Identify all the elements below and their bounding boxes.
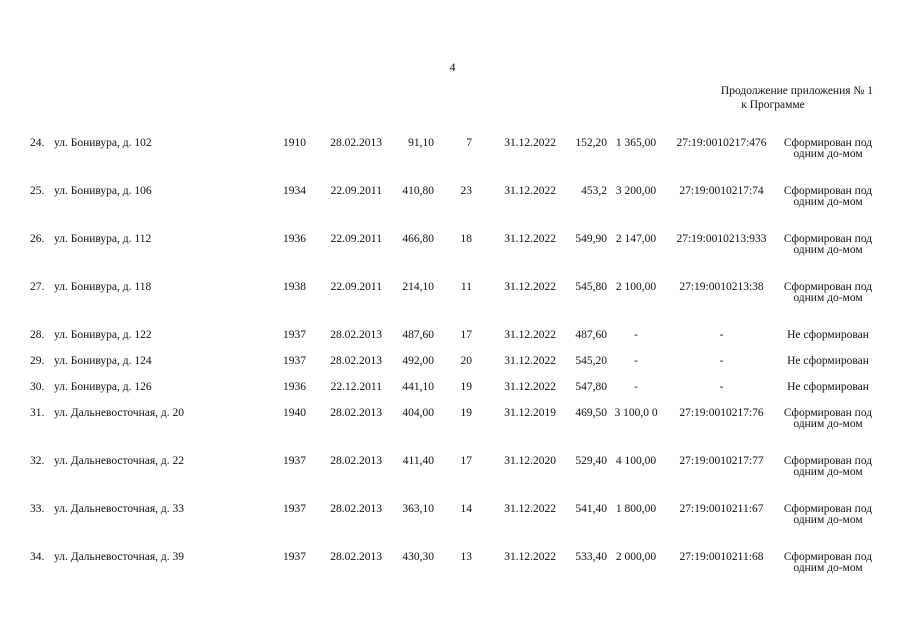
- resettlement-deadline-cell: 31.12.2022: [504, 137, 556, 149]
- emergency-area-cell: 404,00: [402, 407, 434, 419]
- land-status-cell: Сформирован под одним до-мом: [783, 551, 873, 574]
- land-status-cell: Сформирован под одним до-мом: [783, 407, 873, 430]
- address-cell: ул. Бонивура, д. 112: [54, 233, 152, 245]
- land-status-cell: Сформирован под одним до-мом: [783, 281, 873, 304]
- address-cell: ул. Дальневосточная, д. 39: [54, 551, 185, 563]
- row-number: 30.: [30, 381, 45, 393]
- total-area-cell: 487,60: [575, 329, 607, 341]
- land-area-cell: 2 000,00: [615, 551, 657, 563]
- build-year-cell: 1910: [283, 137, 306, 149]
- resettlement-deadline-cell: 31.12.2022: [504, 281, 556, 293]
- recognition-date-cell: 28.02.2013: [330, 503, 382, 515]
- recognition-date-cell: 22.12.2011: [330, 381, 382, 393]
- land-area-cell: 2 100,00: [615, 281, 657, 293]
- land-area-cell: -: [634, 355, 638, 367]
- cadastral-number-cell: 27:19:0010217:76: [679, 407, 764, 419]
- cadastral-number-cell: 27:19:0010211:68: [679, 551, 764, 563]
- recognition-date-cell: 28.02.2013: [330, 455, 382, 467]
- table-row: [26, 328, 878, 354]
- table-row: [26, 406, 878, 454]
- address-cell: ул. Бонивура, д. 106: [54, 185, 152, 197]
- land-status-cell: Сформирован под одним до-мом: [783, 233, 873, 256]
- residents-count-cell: 23: [460, 185, 472, 197]
- recognition-date-cell: 28.02.2013: [330, 355, 382, 367]
- land-area-cell: 4 100,00: [615, 455, 657, 467]
- land-status-cell: Сформирован под одним до-мом: [783, 137, 873, 160]
- table-row: [26, 354, 878, 380]
- resettlement-deadline-cell: 31.12.2022: [504, 381, 556, 393]
- continuation-line-2: к Программе: [741, 99, 805, 111]
- land-status-cell: Сформирован под одним до-мом: [783, 503, 873, 526]
- build-year-cell: 1938: [283, 281, 306, 293]
- land-area-cell: 3 200,00: [615, 185, 657, 197]
- address-cell: ул. Дальневосточная, д. 33: [54, 503, 185, 515]
- cadastral-number-cell: -: [719, 381, 724, 393]
- row-number: 31.: [30, 407, 45, 419]
- recognition-date-cell: 28.02.2013: [330, 551, 382, 563]
- row-number: 32.: [30, 455, 45, 467]
- total-area-cell: 549,90: [575, 233, 607, 245]
- cadastral-number-cell: 27:19:0010217:77: [679, 455, 764, 467]
- resettlement-deadline-cell: 31.12.2022: [504, 551, 556, 563]
- residents-count-cell: 11: [460, 281, 472, 293]
- land-area-cell: -: [634, 381, 638, 393]
- total-area-cell: 541,40: [575, 503, 607, 515]
- row-number: 26.: [30, 233, 45, 245]
- residents-count-cell: 13: [460, 551, 472, 563]
- build-year-cell: 1934: [283, 185, 306, 197]
- page-number: 4: [449, 60, 456, 74]
- emergency-area-cell: 91,10: [408, 137, 434, 149]
- recognition-date-cell: 28.02.2013: [330, 329, 382, 341]
- row-number: 25.: [30, 185, 45, 197]
- land-area-cell: 2 147,00: [615, 233, 657, 245]
- resettlement-deadline-cell: 31.12.2022: [504, 233, 556, 245]
- build-year-cell: 1940: [283, 407, 306, 419]
- recognition-date-cell: 28.02.2013: [330, 137, 382, 149]
- resettlement-deadline-cell: 31.12.2022: [504, 329, 556, 341]
- row-number: 24.: [30, 137, 45, 149]
- cadastral-number-cell: 27:19:0010217:476: [676, 137, 767, 149]
- build-year-cell: 1936: [283, 233, 306, 245]
- resettlement-deadline-cell: 31.12.2020: [504, 455, 556, 467]
- row-number: 28.: [30, 329, 45, 341]
- cadastral-number-cell: 27:19:0010211:67: [679, 503, 764, 515]
- emergency-area-cell: 214,10: [402, 281, 434, 293]
- land-area-cell: 1 800,00: [615, 503, 657, 515]
- resettlement-deadline-cell: 31.12.2022: [504, 355, 556, 367]
- table-row: [26, 184, 878, 232]
- land-area-cell: 3 100,0 0: [614, 407, 658, 419]
- build-year-cell: 1936: [283, 381, 306, 393]
- total-area-cell: 533,40: [575, 551, 607, 563]
- build-year-cell: 1937: [283, 355, 306, 367]
- table-row: [26, 454, 878, 502]
- land-status-cell: Сформирован под одним до-мом: [783, 455, 873, 478]
- emergency-area-cell: 492,00: [402, 355, 434, 367]
- total-area-cell: 469,50: [575, 407, 607, 419]
- total-area-cell: 545,80: [575, 281, 607, 293]
- emergency-area-cell: 430,30: [402, 551, 434, 563]
- residents-count-cell: 17: [460, 329, 472, 341]
- row-number: 27.: [30, 281, 45, 293]
- housing-registry-table: [26, 136, 878, 598]
- land-status-cell: Не сформирован: [787, 381, 869, 393]
- row-number: 33.: [30, 503, 45, 515]
- address-cell: ул. Бонивура, д. 122: [54, 329, 152, 341]
- build-year-cell: 1937: [283, 503, 306, 515]
- cadastral-number-cell: 27:19:0010213:38: [679, 281, 764, 293]
- table-row: [26, 280, 878, 328]
- cadastral-number-cell: 27:19:0010217:74: [679, 185, 764, 197]
- total-area-cell: 453,2: [581, 185, 607, 197]
- emergency-area-cell: 466,80: [402, 233, 434, 245]
- address-cell: ул. Бонивура, д. 126: [54, 381, 152, 393]
- land-area-cell: 1 365,00: [615, 137, 657, 149]
- residents-count-cell: 19: [460, 381, 472, 393]
- emergency-area-cell: 363,10: [402, 503, 434, 515]
- row-number: 34.: [30, 551, 45, 563]
- table-row: [26, 380, 878, 406]
- total-area-cell: 547,80: [575, 381, 607, 393]
- land-status-cell: Сформирован под одним до-мом: [783, 185, 873, 208]
- total-area-cell: 545,20: [575, 355, 607, 367]
- land-status-cell: Не сформирован: [787, 329, 869, 341]
- continuation-line-1: Продолжение приложения № 1: [720, 85, 873, 97]
- emergency-area-cell: 410,80: [402, 185, 434, 197]
- table-row: [26, 136, 878, 184]
- land-area-cell: -: [634, 329, 638, 341]
- residents-count-cell: 17: [460, 455, 472, 467]
- address-cell: ул. Дальневосточная, д. 20: [54, 407, 185, 419]
- address-cell: ул. Бонивура, д. 118: [54, 281, 152, 293]
- total-area-cell: 152,20: [575, 137, 607, 149]
- build-year-cell: 1937: [283, 455, 306, 467]
- build-year-cell: 1937: [283, 329, 306, 341]
- table-body: [26, 136, 878, 598]
- residents-count-cell: 20: [460, 355, 472, 367]
- recognition-date-cell: 22.09.2011: [330, 233, 382, 245]
- emergency-area-cell: 411,40: [402, 455, 434, 467]
- recognition-date-cell: 22.09.2011: [330, 281, 382, 293]
- recognition-date-cell: 22.09.2011: [330, 185, 382, 197]
- residents-count-cell: 19: [460, 407, 472, 419]
- address-cell: ул. Дальневосточная, д. 22: [54, 455, 185, 467]
- total-area-cell: 529,40: [575, 455, 607, 467]
- cadastral-number-cell: -: [719, 355, 724, 367]
- appendix-continuation-note: [673, 84, 873, 112]
- cadastral-number-cell: 27:19:0010213:933: [676, 233, 767, 245]
- resettlement-deadline-cell: 31.12.2022: [504, 185, 556, 197]
- address-cell: ул. Бонивура, д. 124: [54, 355, 152, 367]
- build-year-cell: 1937: [283, 551, 306, 563]
- table-row: [26, 550, 878, 598]
- recognition-date-cell: 28.02.2013: [330, 407, 382, 419]
- emergency-area-cell: 441,10: [402, 381, 434, 393]
- emergency-area-cell: 487,60: [402, 329, 434, 341]
- land-status-cell: Не сформирован: [787, 355, 869, 367]
- table-row: [26, 502, 878, 550]
- resettlement-deadline-cell: 31.12.2022: [504, 503, 556, 515]
- residents-count-cell: 14: [460, 503, 472, 515]
- cadastral-number-cell: -: [719, 329, 724, 341]
- resettlement-deadline-cell: 31.12.2019: [504, 407, 556, 419]
- residents-count-cell: 7: [466, 137, 472, 149]
- row-number: 29.: [30, 355, 45, 367]
- table-row: [26, 232, 878, 280]
- residents-count-cell: 18: [460, 233, 472, 245]
- address-cell: ул. Бонивура, д. 102: [54, 137, 152, 149]
